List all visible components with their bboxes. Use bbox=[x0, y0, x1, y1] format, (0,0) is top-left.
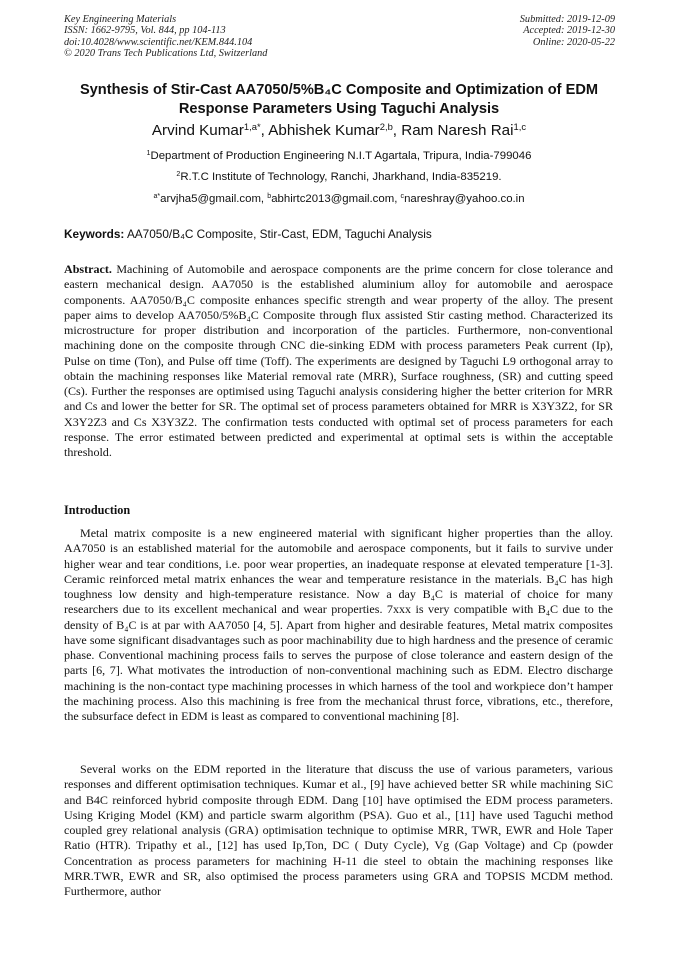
email[interactable]: arvjha5@gmail.com, bbox=[160, 193, 265, 205]
affiliation-mark: 2 bbox=[176, 171, 181, 179]
author-list: Arvind Kumar$^{1,a*}$, Abhishek Kumar$^{2,b}$, Ram Naresh Rai$^{1,c}$ bbox=[151, 120, 527, 139]
author-name: Abhishek Kumar bbox=[268, 122, 380, 139]
issn: ISSN: 1662-9795, Vol. 844, pp 104-113 bbox=[64, 25, 226, 37]
affiliation bbox=[0, 150, 678, 162]
affiliation-mark: 1 bbox=[146, 150, 151, 158]
author-name: Ram Naresh Rai bbox=[401, 122, 514, 139]
abstract bbox=[64, 262, 613, 460]
abstract-text: Machining of Automobile and aerospace components are the prime concern for close tolerance and eastern mechanical design. AA7050 is the established aluminium alloy for automobile and aerospace components. AA7050/B₄C composite enhances specific strength and wear property of the alloy. The present paper aims to develop AA7050/5%B₄C Composite through flux assisted Stir casting method. Characterized its microstructure for proper distribution and incorporation of the particles. Furthermore, non-conventional machining done on the composite through CNC die-sinking EDM with process parameters Peak current (Ip), Pulse on time (Ton), and Pulse off time (Toff). The experiments are designed by Taguchi L9 orthogonal array to obtain the machining responses like Material removal rate (MRR), Surface roughness, (SR) and cutting speed (Cs). Further the responses are optimised using Taguchi analysis considering higher the better criterion for MRR and Cs and lower the better for SR. The optimal set of process parameters obtained for MRR is X3Y3Z2, for SR X3Y2Z3 and Cs X3Y3Z2. The confirmation tests conducted with optimal set of process parameters for each response. The error estimated between predicted and experimental at optimal sets is within the acceptable threshold. bbox=[64, 262, 613, 459]
journal-name: Key Engineering Materials bbox=[64, 14, 177, 25]
affiliation-text: Department of Production Engineering N.I.T Agartala, Tripura, India-799046 bbox=[150, 150, 532, 162]
journal-info bbox=[64, 14, 267, 60]
keywords-label: Keywords: bbox=[64, 227, 125, 241]
affiliation-text: R.T.C Institute of Technology, Ranchi, Jharkhand, India-835219. bbox=[180, 171, 502, 183]
introduction-paragraph: Metal matrix composite is a new engineered material with significant higher properties than the alloy. AA7050 is an established material for the automobile and aerospace components, but it fails to survive under higher wear and tear conditions, i.e. poor wear properties, an inadequate response at elevated temperature [1-3]. Ceramic reinforced metal matrix enhances the wear and temperature resistance in the materials. B₄C has high toughness low density and high-temperature resistance. Now a day B₄C is material of choice for many researchers due to its excellent mechanical and wear properties. 7xxx is very compatible with B₄C due to the density of B₄C is at par with AA7050 [4, 5]. Apart from higher and desirable features, Metal matrix composites have some significant disadvantages such as poor machinability due to high hardness and the presence of ceramic phase. Conventional machining process fails to serves the purpose of close tolerance and eastern design of the parts [6, 7]. What motivates the introduction of non-conventional machining such as EDM. Electro discharge machining is the non-contact type machining processes in which harness of the tool and workpiece don’t hamper the machining process. Also this machining is free from the mechanical thrust force, vibrations, etc., therefore, the subsurface defect in EDM is least as compared to conventional machining [8]. bbox=[64, 526, 613, 723]
email-list bbox=[0, 193, 678, 205]
accepted-date: Accepted: 2019-12-30 bbox=[523, 25, 615, 37]
paper-title: Synthesis of Stir-Cast AA7050/5%B₄C Composite and Optimization of EDM Response Parameters Using Taguchi Analysis bbox=[79, 82, 599, 117]
author-affiliation-mark: 1,a* bbox=[243, 120, 261, 132]
author-name: Arvind Kumar bbox=[151, 122, 244, 139]
author-affiliation-mark: 1,c bbox=[513, 120, 527, 132]
introduction-paragraph: Several works on the EDM reported in the literature that discuss the use of various parameters, various responses and different optimisation techniques. Kumar et al., [9] have achieved better SR while machining SiC and B4C reinforced hybrid composite through EDM. Dang [10] have optimised the EDM process parameters. Using Kriging Model (KM) and particle swarm algorithm (PSA). Guo et al., [11] have used Taguchi method coupled grey relational analysis (GRA) optimisation technique to optimise MRR, TWR, EWR and Hole Taper Ratio (HTR). Tripathy et al., [12] has used Ip,Ton, DC ( Duty Cycle), Vg (Gap Voltage) and Cp (powder Concentration as process parameters for machining H-11 die steel to obtain the machining responses like MRR.TWR, EWR and SR, also optimised the process parameters using GRA and TOPSIS MCDM method. Furthermore, author bbox=[64, 762, 613, 898]
introduction-heading: Introduction bbox=[64, 503, 131, 517]
author-affiliation-mark: 2,b bbox=[379, 120, 393, 132]
keywords bbox=[64, 227, 432, 241]
submitted-date: Submitted: 2019-12-09 bbox=[519, 14, 615, 25]
publication-dates bbox=[520, 14, 615, 48]
email[interactable]: nareshray@yahoo.co.in bbox=[404, 193, 525, 205]
email-mark: c bbox=[400, 193, 405, 201]
affiliation bbox=[0, 171, 678, 183]
email-mark: b bbox=[267, 193, 272, 201]
copyright: © 2020 Trans Tech Publications Ltd, Switzerland bbox=[64, 48, 268, 60]
email[interactable]: abhirtc2013@gmail.com, bbox=[271, 193, 398, 205]
doi: doi:10.4028/www.scientific.net/KEM.844.104 bbox=[64, 36, 253, 48]
email-mark: a* bbox=[153, 193, 161, 201]
keywords-text: AA7050/B₄C Composite, Stir-Cast, EDM, Taguchi Analysis bbox=[124, 227, 432, 241]
abstract-label: Abstract. bbox=[64, 262, 112, 276]
online-date: Online: 2020-05-22 bbox=[532, 36, 615, 48]
